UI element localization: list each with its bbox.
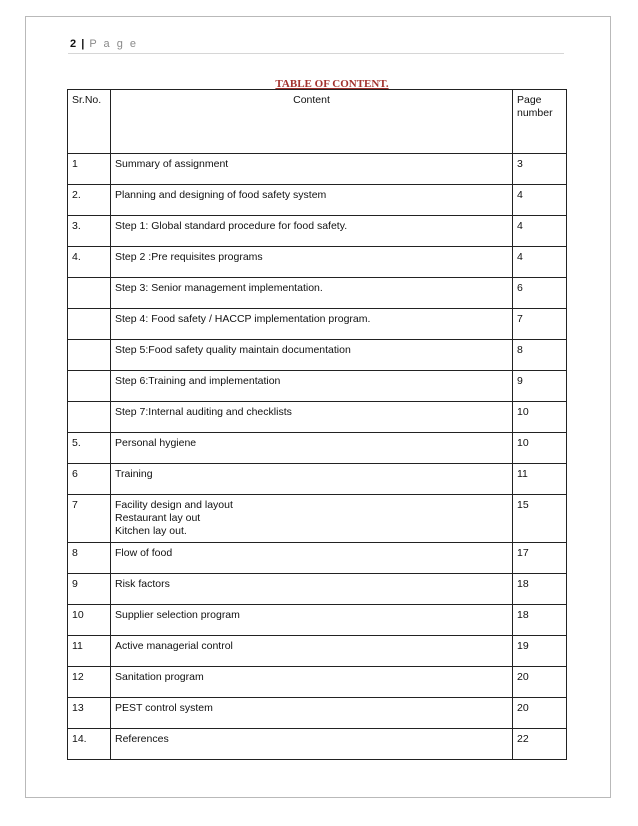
- table-row: [68, 495, 567, 543]
- row-page-number: 22: [513, 729, 567, 760]
- header-divider: [68, 53, 564, 54]
- table-row: [68, 636, 567, 667]
- row-page-number: 11: [513, 464, 567, 495]
- table-row: [68, 605, 567, 636]
- row-page-number: 4: [513, 185, 567, 216]
- row-content: Flow of food: [111, 543, 513, 574]
- row-sr-no: [68, 371, 111, 402]
- table-row: [68, 154, 567, 185]
- row-page-number: 9: [513, 371, 567, 402]
- row-content: Training: [111, 464, 513, 495]
- row-sr-no: 8: [68, 543, 111, 574]
- row-page-number: 20: [513, 698, 567, 729]
- row-content: Step 7:Internal auditing and checklists: [111, 402, 513, 433]
- row-sr-no: 12: [68, 667, 111, 698]
- table-row: [68, 216, 567, 247]
- table-row: [68, 278, 567, 309]
- row-sr-no: 3.: [68, 216, 111, 247]
- table-row: [68, 371, 567, 402]
- row-page-number: 8: [513, 340, 567, 371]
- row-page-number: 10: [513, 402, 567, 433]
- row-content: [111, 495, 513, 543]
- table-row: [68, 309, 567, 340]
- row-sr-no: 5.: [68, 433, 111, 464]
- table-row: [68, 667, 567, 698]
- header-page-number: Page number: [513, 90, 567, 154]
- row-content: Step 6:Training and implementation: [111, 371, 513, 402]
- row-content: Step 4: Food safety / HACCP implementation program.: [111, 309, 513, 340]
- row-sr-no: [68, 278, 111, 309]
- table-row: [68, 340, 567, 371]
- toc-table: [67, 89, 567, 760]
- table-row: [68, 729, 567, 760]
- row-sr-no: 2.: [68, 185, 111, 216]
- header-separator: |: [81, 38, 85, 50]
- header-sr-no: Sr.No.: [68, 90, 111, 154]
- row-sr-no: 7: [68, 495, 111, 543]
- table-row: [68, 247, 567, 278]
- row-page-number: 7: [513, 309, 567, 340]
- table-row: [68, 698, 567, 729]
- row-page-number: 4: [513, 247, 567, 278]
- row-content: Step 1: Global standard procedure for food safety.: [111, 216, 513, 247]
- row-page-number: 15: [513, 495, 567, 543]
- page-header: [70, 38, 138, 50]
- row-sr-no: 14.: [68, 729, 111, 760]
- row-sr-no: 6: [68, 464, 111, 495]
- row-content: Personal hygiene: [111, 433, 513, 464]
- row-sr-no: 4.: [68, 247, 111, 278]
- row-content-line: Kitchen lay out.: [115, 525, 187, 537]
- row-sr-no: [68, 402, 111, 433]
- row-content: Risk factors: [111, 574, 513, 605]
- header-page-number: 2: [70, 38, 77, 50]
- row-page-number: 18: [513, 605, 567, 636]
- header-page-label: P a g e: [89, 38, 138, 50]
- row-content-line: Facility design and layout: [115, 499, 233, 511]
- row-sr-no: 13: [68, 698, 111, 729]
- row-content: Supplier selection program: [111, 605, 513, 636]
- row-page-number: 18: [513, 574, 567, 605]
- row-content: Planning and designing of food safety system: [111, 185, 513, 216]
- row-content: Summary of assignment: [111, 154, 513, 185]
- row-content: Step 5:Food safety quality maintain documentation: [111, 340, 513, 371]
- table-row: [68, 185, 567, 216]
- row-sr-no: [68, 340, 111, 371]
- table-row: [68, 402, 567, 433]
- row-content: Step 3: Senior management implementation.: [111, 278, 513, 309]
- row-content: References: [111, 729, 513, 760]
- row-sr-no: 11: [68, 636, 111, 667]
- row-page-number: 19: [513, 636, 567, 667]
- row-sr-no: 1: [68, 154, 111, 185]
- row-page-number: 20: [513, 667, 567, 698]
- row-page-number: 10: [513, 433, 567, 464]
- row-sr-no: 10: [68, 605, 111, 636]
- row-page-number: 17: [513, 543, 567, 574]
- row-content: Active managerial control: [111, 636, 513, 667]
- row-content: Step 2 :Pre requisites programs: [111, 247, 513, 278]
- row-sr-no: 9: [68, 574, 111, 605]
- table-row: [68, 543, 567, 574]
- row-page-number: 3: [513, 154, 567, 185]
- table-header-row: [68, 90, 567, 154]
- table-row: [68, 574, 567, 605]
- table-row: [68, 464, 567, 495]
- row-page-number: 4: [513, 216, 567, 247]
- row-sr-no: [68, 309, 111, 340]
- row-content: PEST control system: [111, 698, 513, 729]
- toc-title: TABLE OF CONTENT.: [275, 78, 389, 90]
- row-page-number: 6: [513, 278, 567, 309]
- row-content: Sanitation program: [111, 667, 513, 698]
- table-row: [68, 433, 567, 464]
- row-content-line: Restaurant lay out: [115, 512, 201, 524]
- header-content: Content: [111, 90, 513, 154]
